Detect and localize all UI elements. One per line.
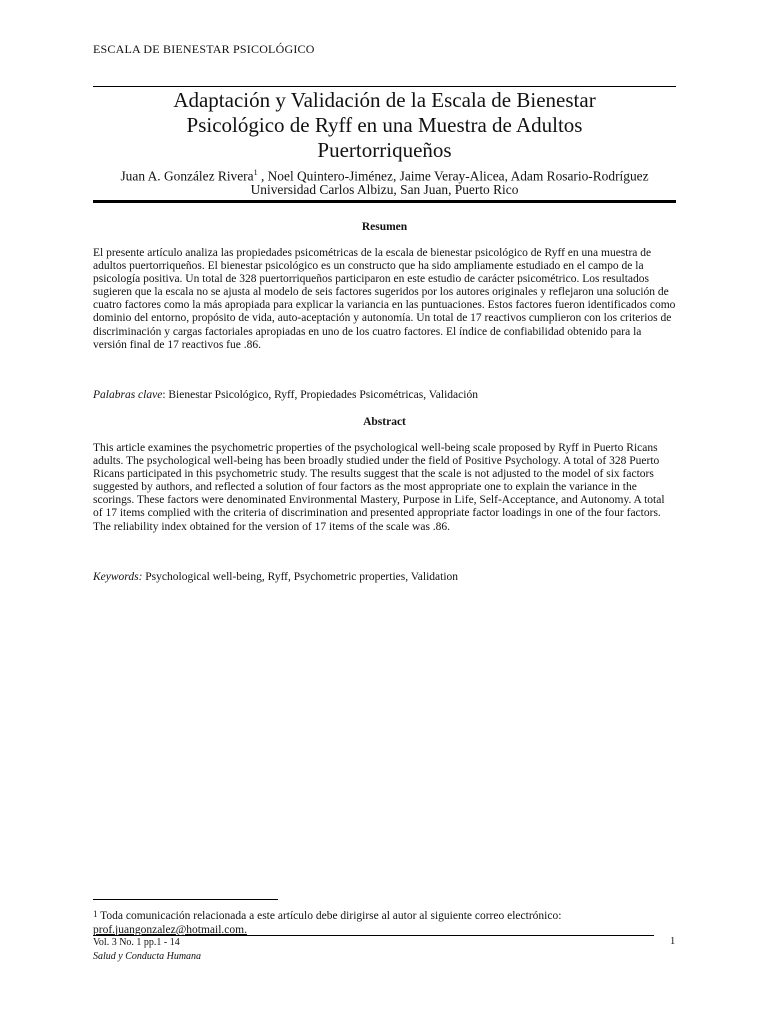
footnote xyxy=(93,908,693,937)
resumen-text: El presente artículo analiza las propiedades psicométricas de la escala de bienestar psicológico de Ryff en una muestra de adultos puertorriqueños. El bienestar psicológico es un constructo que ha sido ampliamente estudiado en el campo de la psicología positiva. Un total de 328 puertorriqueños participaron en este estudio de carácter psicométrico. Los resultados sugieren que la escala no se ajusta al modelo de seis factores sugeridos por los autores originales y reflejaron una solución de cuatro factores como la más apropiada para explicar la variancia en las puntuaciones. Estos factores fueron identificados como dominio del entorno, propósito de vida, auto-aceptación y autonomía. Un total de 17 reactivos cumplieron con los criterios de discriminación y cargas factoriales apropiadas en uno de los cuatro factores. El índice de confiabilidad obtenido para la versión final de 17 reactivos fue .86. xyxy=(93,247,676,351)
journal-name: Salud y Conducta Humana xyxy=(93,951,202,962)
footnote-number: 1 xyxy=(93,909,98,919)
title-line: Puertorriqueños xyxy=(317,138,452,162)
first-author: Juan A. González Rivera xyxy=(120,168,254,184)
author-email-link[interactable]: prof.juangonzalez@hotmail.com. xyxy=(93,923,247,936)
title-line: Psicológico de Ryff en una Muestra de Adultos xyxy=(186,113,583,137)
paper-title xyxy=(93,88,676,163)
title-line: Adaptación y Validación de la Escala de Bienestar xyxy=(173,88,596,112)
footnote-text: Toda comunicación relacionada a este artículo debe dirigirse al autor al siguiente correo electrónico: xyxy=(97,910,562,922)
volume-info: Vol. 3 No. 1 pp.1 - 14 xyxy=(93,937,180,948)
resumen-heading: Resumen xyxy=(361,221,408,233)
keywords-list: Psychological well-being, Ryff, Psychometric properties, Validation xyxy=(142,571,459,583)
footnote-marker: 1 xyxy=(253,168,258,177)
palabras-clave xyxy=(93,388,676,402)
keywords-label: Keywords: xyxy=(93,571,143,583)
running-head: ESCALA DE BIENESTAR PSICOLÓGICO xyxy=(93,42,315,56)
title-rule xyxy=(93,200,676,203)
palabras-clave-label: Palabras clave xyxy=(93,389,163,401)
palabras-clave-list: : Bienestar Psicológico, Ryff, Propiedades Psicométricas, Validación xyxy=(162,389,478,401)
abstract-text: This article examines the psychometric properties of the psychological well-being scale proposed by Ryff in Puerto Ricans adults. The psychological well-being has been broadly studied under the field of Positive Psychology. A total of 328 Puerto Ricans participated in this psychometric study. The results suggest that the scale is not adjusted to the model of six factors suggested by authors, and reflected a solution of four factors as the most appropriate one to explain the variance in the scorings. These factors were denominated Environmental Mastery, Purpose in Life, Self-Acceptance, and Autonomy. A total of 17 items complied with the criteria of discrimination and presented appropriate factor loadings in one of the four factors. The reliability index obtained for the version of 17 items of the scale was .86. xyxy=(93,442,665,533)
other-authors: , Noel Quintero-Jiménez, Jaime Veray-Alicea, Adam Rosario-Rodríguez xyxy=(257,168,649,184)
page-number: 1 xyxy=(670,936,676,947)
keywords xyxy=(93,570,676,584)
affiliation: Universidad Carlos Albizu, San Juan, Puerto Rico xyxy=(250,182,519,197)
top-rule xyxy=(93,86,676,87)
abstract-heading: Abstract xyxy=(363,416,406,428)
footnote-rule xyxy=(93,899,278,900)
footer-rule xyxy=(93,935,654,936)
